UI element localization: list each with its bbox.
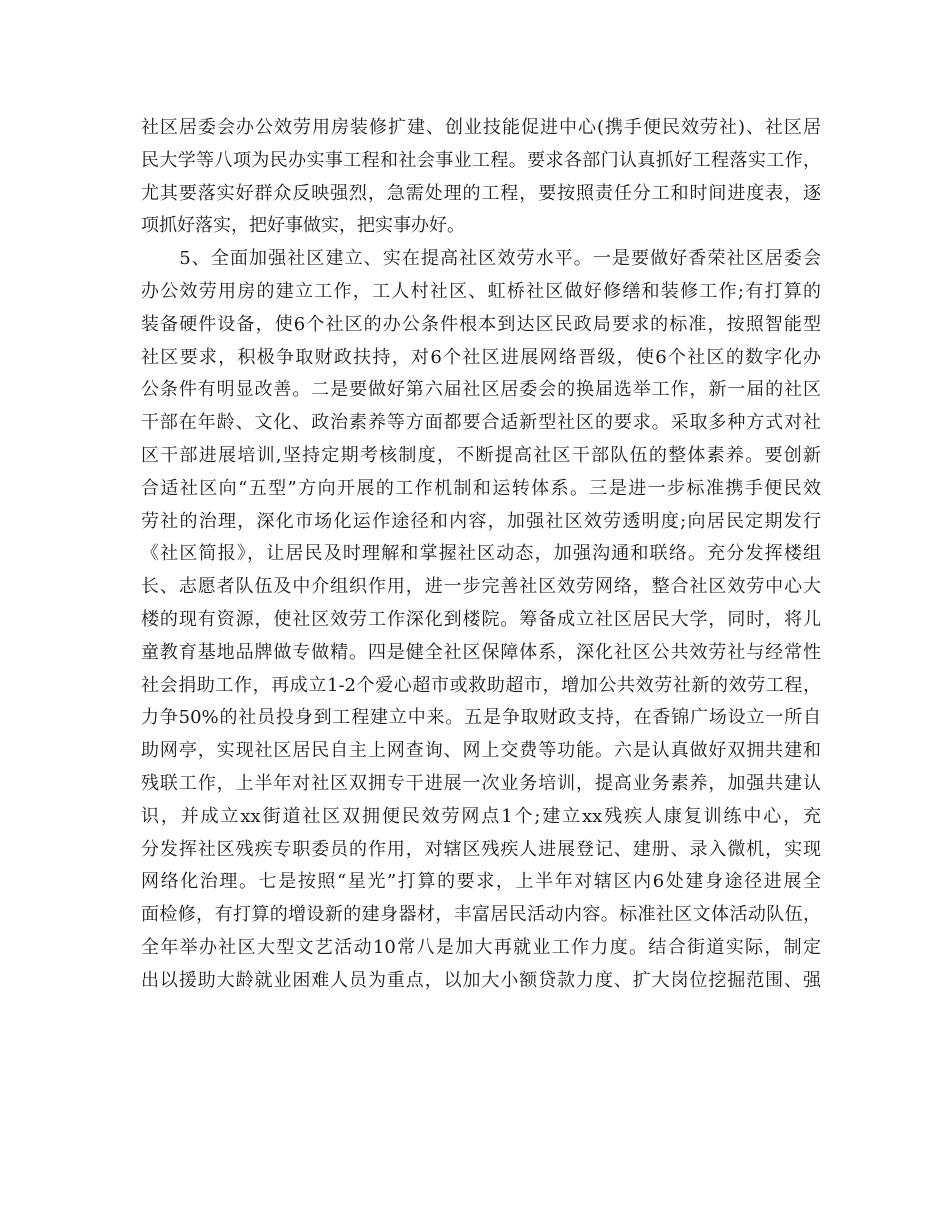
text-line: 《社区简报》，让居民及时理解和掌握社区动态，加强沟通和联络。充分发挥楼组: [141, 543, 821, 565]
body-text: [141, 112, 821, 998]
text-line: 干部在年龄、文化、政治素养等方面都要合适新型社区的要求。采取多种方式对社: [141, 412, 821, 434]
text-line: 区干部进展培训,坚持定期考核制度，不断提高社区干部队伍的整体素养。要创新: [141, 444, 821, 466]
text-line: 长、志愿者队伍及中介组织作用，进一步完善社区效劳网络，整合社区效劳中心大: [141, 576, 821, 598]
text-line: 童教育基地品牌做专做精。四是健全社区保障体系，深化社区公共效劳社与经常性: [141, 641, 821, 663]
text-line: 劳社的治理，深化市场化运作途径和内容，加强社区效劳透明度;向居民定期发行: [141, 510, 821, 532]
text-line: 社区居委会办公效劳用房装修扩建、创业技能促进中心(携手便民效劳社)、社区居: [141, 117, 821, 138]
text-line: 公条件有明显改善。二是要做好第六届社区居委会的换届选举工作，新一届的社区: [141, 379, 821, 401]
text-line: 分发挥社区残疾专职委员的作用，对辖区残疾人进展登记、建册、录入微机，实现: [141, 838, 821, 860]
text-line: 5、全面加强社区建立、实在提高社区效劳水平。一是要做好香荣社区居委会: [141, 248, 821, 270]
text-line: 出以援助大龄就业困难人员为重点，以加大小额贷款力度、扩大岗位挖掘范围、强: [141, 969, 821, 991]
text-line: 社会捐助工作，再成立1-2个爱心超市或救助超市，增加公共效劳社新的效劳工程，: [141, 674, 821, 696]
text-line: 合适社区向“五型”方向开展的工作机制和运转体系。三是进一步标准携手便民效: [141, 477, 821, 499]
text-line: 助网亭，实现社区居民自主上网查询、网上交费等功能。六是认真做好双拥共建和: [141, 740, 821, 762]
text-line: 楼的现有资源，使社区效劳工作深化到楼院。筹备成立社区居民大学，同时，将儿: [141, 608, 821, 630]
text-line: 识，并成立xx街道社区双拥便民效劳网点1个;建立xx残疾人康复训练中心，充: [141, 805, 821, 827]
text-line: 民大学等八项为民办实事工程和社会事业工程。要求各部门认真抓好工程落实工作，: [141, 149, 821, 171]
text-line: 项抓好落实，把好事做实，把实事办好。: [141, 215, 465, 237]
text-line: 办公效劳用房的建立工作，工人村社区、虹桥社区做好修缮和装修工作;有打算的: [141, 280, 821, 302]
text-line: 网络化治理。七是按照“星光”打算的要求，上半年对辖区内6处建身途径进展全: [141, 871, 821, 893]
text-line: 全年举办社区大型文艺活动10常八是加大再就业工作力度。结合街道实际，制定: [141, 936, 821, 958]
text-line: 装备硬件设备，使6个社区的办公条件根本到达区民政局要求的标准，按照智能型: [141, 313, 821, 335]
text-line: 残联工作，上半年对社区双拥专干进展一次业务培训，提高业务素养，加强共建认: [141, 772, 821, 794]
text-line: 力争50%的社员投身到工程建立中来。五是争取财政支持，在香锦广场设立一所自: [141, 707, 821, 729]
text-line: 社区要求，积极争取财政扶持，对6个社区进展网络晋级，使6个社区的数字化办: [141, 346, 821, 368]
text-line: 尤其要落实好群众反映强烈，急需处理的工程，要按照责任分工和时间进度表，逐: [141, 182, 821, 204]
text-line: 面检修，有打算的增设新的建身器材，丰富居民活动内容。标准社区文体活动队伍，: [141, 904, 821, 926]
